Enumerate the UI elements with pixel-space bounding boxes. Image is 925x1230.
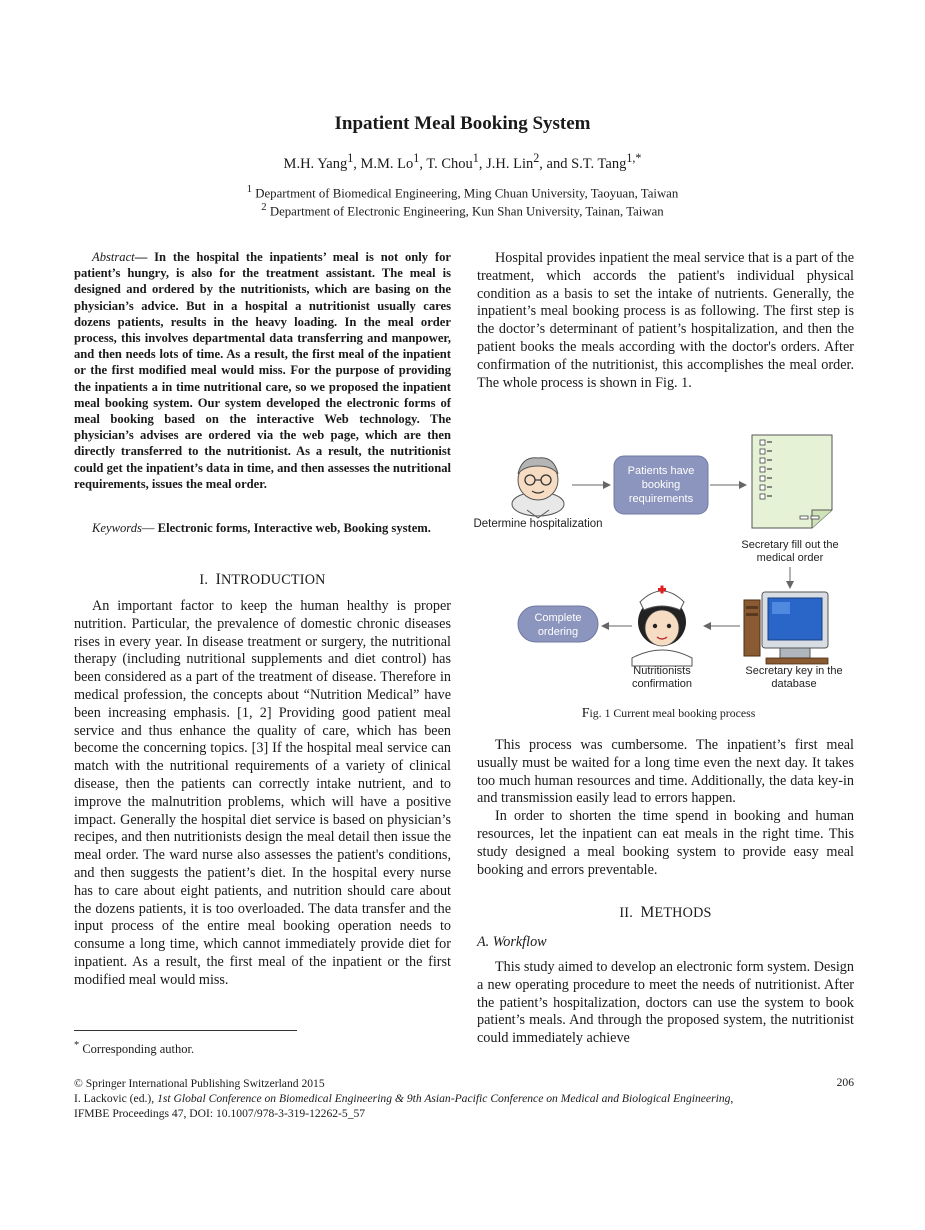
right-col-paragraph-1 (477, 250, 854, 392)
keywords-label: Keywords (92, 521, 142, 535)
author: J.H. Lin (486, 155, 534, 172)
keywords (74, 520, 451, 536)
conference-tail: , (730, 1092, 734, 1106)
box-text: booking (641, 479, 681, 491)
author: S.T. Tang (571, 155, 627, 172)
author-sep: , (353, 155, 361, 172)
medical-order-document-icon (752, 435, 832, 528)
introduction-body (74, 598, 451, 990)
page-number: 206 (836, 1076, 854, 1089)
author-and: and (546, 155, 572, 172)
affiliation-text: Department of Biomedical Engineering, Ming Chuan University, Taoyuan, Taiwan (255, 186, 679, 201)
keywords-dash: — (141, 521, 155, 535)
abstract-dash: — (134, 250, 148, 264)
label-secretary-key: database (771, 678, 817, 690)
page-footer (74, 1076, 854, 1122)
paragraph: In order to shorten the time spend in booking and human resources, let the inpatient can eat meals in the right time. This study designed a meal booking system to provide easy meal booking and errors preventable. (477, 808, 854, 878)
figure-1-flowchart (472, 430, 862, 700)
doi-line: IFMBE Proceedings 47, DOI: 10.1007/978-3-319-12262-5_57 (74, 1107, 366, 1121)
section-heading-methods (477, 904, 854, 922)
footnote-rule (74, 1030, 297, 1031)
paragraph: Hospital provides inpatient the meal service that is a part of the treatment, which accords the patient's individual physical condition as a basis to set the intake of nutrients. Generally, the inpatient’s meal booking process is as following. The first step is the doctor’s determinant of patient’s hospitalization, and then the patient books the meals according with the doctor's orders. After confirmation of the nutritionist, this accomplishes the meal order. The whole process is shown in Fig. 1. (477, 250, 854, 391)
author-affil-sup: 2 (533, 151, 540, 165)
author-sep: , (539, 155, 547, 172)
label-secretary-fill: Secretary fill out the (741, 539, 839, 551)
footnote (74, 1040, 194, 1057)
subsection-heading-workflow: A. Workflow (477, 934, 547, 950)
label-nutritionists: Nutritionists (633, 665, 691, 677)
box-text: ordering (537, 626, 579, 638)
section-num: II. (619, 905, 633, 921)
paragraph: This study aimed to develop an electronic form system. Design a new operating procedure to meet the needs of nutritionist. After the patient’s hospitalization, doctors can use the system to book patient’s meals. And through the proposed system, the nutritionist could immediately achieve (477, 959, 854, 1047)
box-text: Complete (534, 612, 582, 624)
right-col-paragraphs (477, 737, 854, 879)
copyright-line: © Springer International Publishing Switzerland 2015 (74, 1077, 325, 1090)
conference-name: 1st Global Conference on Biomedical Engineering & 9th Asian-Pacific Conference on Medical and Biological Engineering (157, 1092, 731, 1106)
affiliation-num: 1 (246, 184, 253, 195)
editor: I. Lackovic (ed.), (74, 1092, 158, 1106)
paper-title: Inpatient Meal Booking System (334, 113, 591, 134)
abstract-text: In the hospital the inpatients’ meal is not only for patient’s hungry, is also for the treatment assistant. The meal is designed and ordered by the nutritionists, which are basing on the physician’s advice. But in a hospital a nutritionist usually cares dozens patients, results in the heavy loading. In the meal order process, this involves departmental data transferring and manpower, and then needs lots of time. As a result, the first meal of the inpatient or the first modified meal would miss. For the purpose of providing the inpatients a in time nutritional care, so we proposed the inpatient meal booking system. Our system developed the electronic forms of meal booking based on the interactive Web technology. The physician’s advises are ordered via the web page, which are then directly transferred to the nutritionist. As a result, the nutritionist could get the inpatient’s data in time, and then assesses the nutritional requirements, issues the meal order. (74, 250, 451, 491)
author: T. Chou (426, 155, 473, 172)
author-sep: , (478, 155, 487, 172)
paragraph: An important factor to keep the human healthy is proper nutrition. Particular, the prevalence of domestic chronic diseases rises in every year. In disease treatment or surgery, the nutritional therapy (including nutritional supplements and diet control) has been considered as a part of the treatment of disease. Therefore in medical profession, the concepts about “Nutrition Medical” have been increasing emphasis. [1, 2] Providing good patient meal service and thus enhance the quality of care, which has been become the concerning topics. [3] If the hospital meal service can match with the nutritional requirements of a variety of clinical disease, then the patients can correctly intake nutrient, and to improve the malnutrition problems, which will have a positive impact. Generally the hospital diet service is based on physician’s recipes, and then nutritionists design the meal detail then issue the meal order. The ward nurse also assesses the patient's conditions, and then suggests the patient’s diet. In the hospital every nurse has to care about eight patients, and nutrition should care about the dozens patients, it is too overloaded. The data transfer and the input process of the entire meal booking operation needs to consume a long time, which cannot immediately provide diet for inpatient. As a result, the first meal of the inpatient or the first modified meal would miss. (74, 598, 451, 988)
section-num: I. (199, 572, 209, 588)
figure-caption (480, 706, 857, 722)
section-heading-introduction (74, 571, 451, 589)
box-text: requirements (628, 493, 694, 505)
box-text: Patients have (627, 465, 695, 477)
abstract (74, 249, 451, 492)
affiliation-num: 2 (261, 202, 267, 213)
citation-line (74, 1091, 854, 1106)
section-rest: NTRODUCTION (220, 572, 326, 588)
caption-text: ig. 1 Current meal booking process (589, 706, 756, 720)
author-list (0, 151, 925, 173)
affiliation-2 (0, 202, 925, 219)
label-determine-hospitalization: Determine hospitalization (473, 518, 603, 530)
author-sep: , (419, 155, 427, 172)
computer-icon (744, 592, 828, 664)
caption-initial: F (581, 706, 590, 721)
author: M.H. Yang (283, 155, 348, 172)
affiliation-text: Department of Electronic Engineering, Kun Shan University, Tainan, Taiwan (269, 204, 664, 219)
doctor-icon (512, 458, 564, 518)
keywords-text: Electronic forms, Interactive web, Booking system. (154, 521, 431, 535)
label-secretary-key: Secretary key in the (745, 665, 843, 677)
footnote-sup: * (74, 1040, 80, 1051)
author-affil-sup: 1 (472, 151, 479, 165)
author: M.M. Lo (360, 155, 414, 172)
author-affil-sup: 1,* (626, 151, 642, 165)
label-nutritionists: confirmation (632, 678, 692, 690)
nurse-icon (632, 586, 692, 667)
section-rest: ETHODS (654, 905, 712, 921)
methods-body (477, 959, 854, 1048)
section-initial: I (215, 571, 221, 588)
section-initial: M (640, 904, 655, 921)
author-affil-sup: 1 (413, 151, 420, 165)
author-affil-sup: 1 (347, 151, 354, 165)
paragraph: This process was cumbersome. The inpatient’s first meal usually must be waited for a long time even the next day. It takes too much human resources and time. Additionally, the data key-in and transmission easily lead to errors happen. (477, 737, 854, 807)
abstract-label: Abstract (92, 250, 135, 264)
label-secretary-fill: medical order (756, 552, 824, 564)
footnote-text: Corresponding author. (79, 1042, 195, 1057)
affiliation-1 (0, 184, 925, 201)
